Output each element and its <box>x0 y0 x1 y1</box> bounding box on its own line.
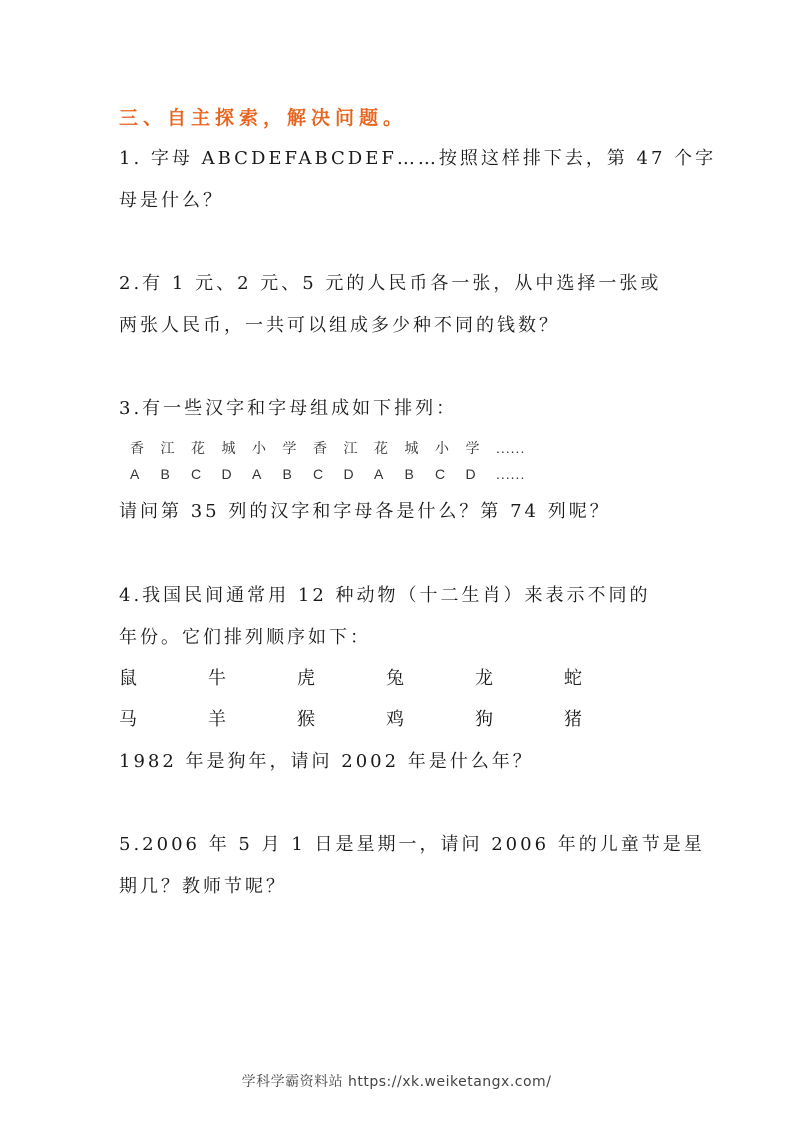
zodiac-animal: 蛇 <box>564 668 582 689</box>
sequence-letter: B <box>160 466 170 482</box>
zodiac-row-1 <box>119 667 653 691</box>
sequence-char: 香 <box>313 440 327 456</box>
question-4-question: 1982 年是狗年，请问 2002 年是什么年？ <box>119 751 534 772</box>
sequence-char: 花 <box>191 440 205 456</box>
sequence-letter: A <box>130 466 140 482</box>
sequence-letters-row <box>130 465 536 483</box>
sequence-letter: D <box>343 466 354 482</box>
sequence-letter: B <box>404 466 414 482</box>
sequence-letter: D <box>465 466 476 482</box>
question-5-line-2: 期几？教师节呢？ <box>119 876 287 897</box>
sequence-char: 学 <box>465 440 480 456</box>
question-2-line-1: 2.有 1 元、2 元、5 元的人民币各一张，从中选择一张或 <box>119 273 662 294</box>
zodiac-animal: 鼠 <box>119 668 137 689</box>
zodiac-animal: 龙 <box>475 668 493 689</box>
question-2-line-2: 两张人民币，一共可以组成多少种不同的钱数？ <box>119 315 560 336</box>
zodiac-animal: 虎 <box>297 668 315 689</box>
zodiac-animal: 猴 <box>297 709 315 730</box>
zodiac-animal: 牛 <box>208 668 226 689</box>
sequence-ellipsis: ...... <box>496 466 526 482</box>
sequence-char: 城 <box>404 440 419 456</box>
question-4-line-2: 年份。它们排列顺序如下： <box>119 627 371 648</box>
section-title: 三、自主探索，解决问题。 <box>119 107 408 129</box>
sequence-char: 江 <box>343 440 358 456</box>
question-4-line-1: 4.我国民间通常用 12 种动物（十二生肖）来表示不同的 <box>119 585 651 606</box>
sequence-char: 学 <box>282 440 297 456</box>
sequence-letter: C <box>313 466 324 482</box>
sequence-char: 香 <box>130 440 144 456</box>
zodiac-animal: 兔 <box>386 668 404 689</box>
question-1-line-2: 母是什么？ <box>119 190 224 211</box>
sequence-chars-row <box>130 439 536 457</box>
sequence-letter: B <box>282 466 292 482</box>
sequence-char: 江 <box>160 440 175 456</box>
zodiac-row-2 <box>119 708 653 732</box>
zodiac-animal: 狗 <box>475 709 493 730</box>
sequence-char: 花 <box>374 440 388 456</box>
sequence-char: 城 <box>221 440 236 456</box>
sequence-letter: C <box>435 466 446 482</box>
question-3-question: 请问第 35 列的汉字和字母各是什么？第 74 列呢？ <box>119 501 611 522</box>
zodiac-animal: 鸡 <box>386 709 404 730</box>
sequence-letter: A <box>252 466 262 482</box>
question-3-line-1: 3.有一些汉字和字母组成如下排列： <box>119 398 458 419</box>
zodiac-animal: 马 <box>119 709 137 730</box>
zodiac-animal: 猪 <box>564 709 582 730</box>
sequence-letter: C <box>191 466 202 482</box>
sequence-letter: A <box>374 466 384 482</box>
sequence-ellipsis: ...... <box>496 440 526 456</box>
footer-watermark: 学科学霸资料站 https://xk.weiketangx.com/ <box>241 1074 552 1090</box>
sequence-char: 小 <box>435 440 449 456</box>
sequence-char: 小 <box>252 440 266 456</box>
zodiac-animal: 羊 <box>208 709 226 730</box>
question-5-line-1: 5.2006 年 5 月 1 日是星期一，请问 2006 年的儿童节是星 <box>119 834 705 855</box>
question-1-line-1: 1. 字母 ABCDEFABCDEF……按照这样排下去，第 47 个字 <box>119 148 717 169</box>
sequence-letter: D <box>221 466 232 482</box>
